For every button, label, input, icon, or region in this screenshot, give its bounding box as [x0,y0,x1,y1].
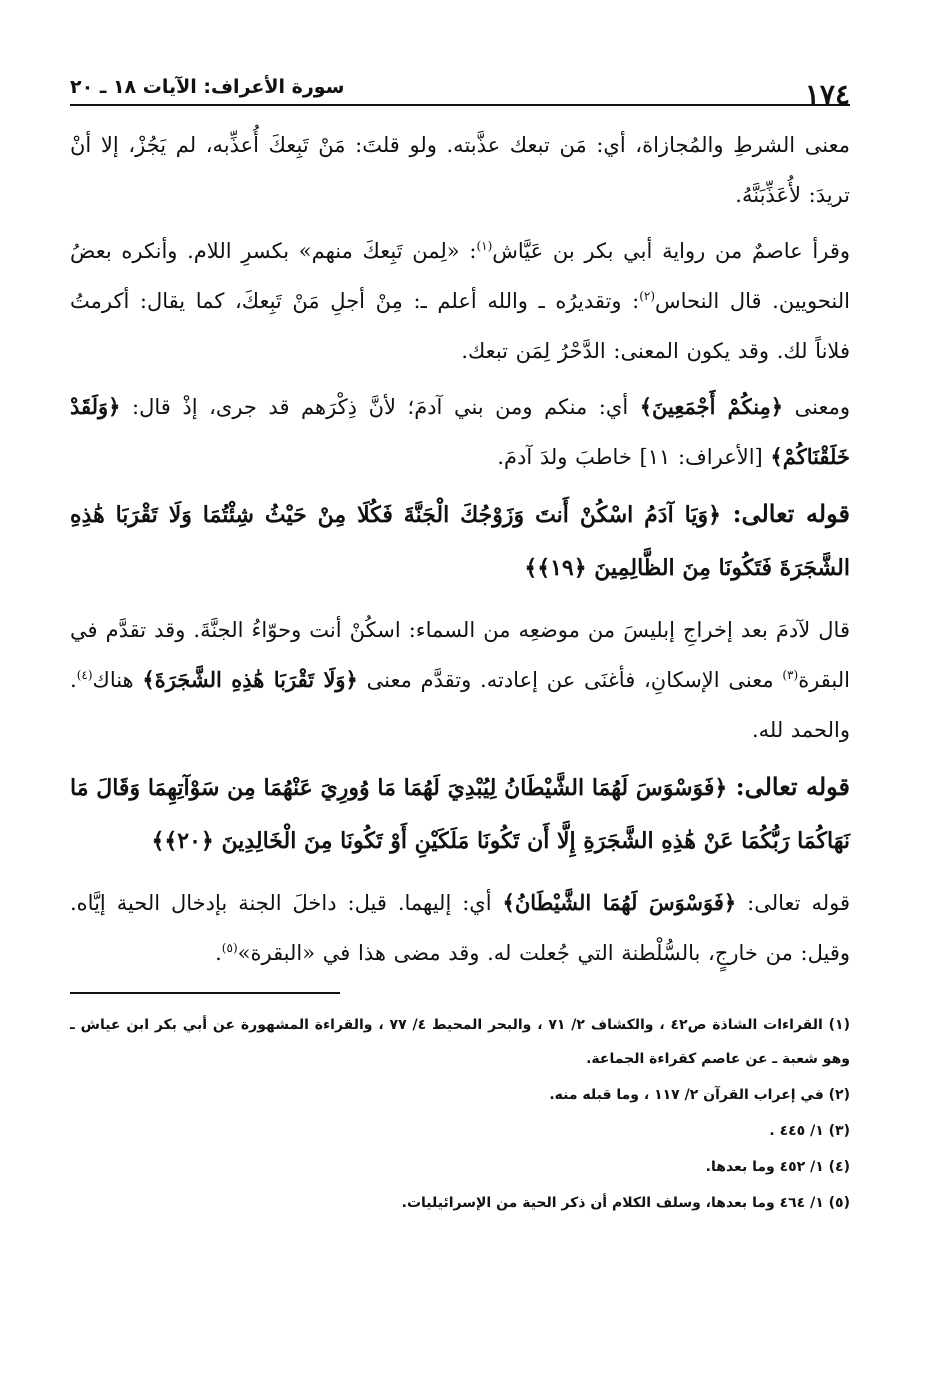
footnotes [70,1008,850,1220]
paragraph-4-text-b: معنى الإسكانِ، فأغنَى عن إعادته. وتقدَّم معنى [357,668,783,692]
running-title: سورة الأعراف: الآيات ١٨ ـ ٢٠ [70,76,345,98]
footnote-5: (٥) ١/ ٤٦٤ وما بعدها، وسلف الكلام أن ذكر الحية من الإسرائيليات. [401,1195,850,1211]
footnote-ref-4[interactable]: (٤) [76,668,93,682]
paragraph-3-text-c: [الأعراف: ١١] خاطبَ ولدَ آدمَ. [497,445,771,469]
paragraph-4 [70,605,850,755]
verse-19-text: ﴿وَيَا آدَمُ اسْكُنْ أَنتَ وَزَوْجُكَ الْجَنَّةَ فَكُلَا مِنْ حَيْثُ شِئْتُمَا وَلَا تَقْرَبَا هَٰذِهِ الشَّجَرَةَ فَتَكُونَا مِنَ الظَّالِمِينَ ﴿١٩﴾﴾ [70,502,850,581]
footnote-ref-1[interactable]: (١) [476,239,493,253]
paragraph-2-text-a: وقرأ عاصمٌ من رواية أبي بكر بن عَيَّاش [492,239,850,263]
verse-20-lead: قوله تعالى: [727,772,851,801]
footnote-ref-3[interactable]: (٣) [782,668,799,682]
paragraph-2 [70,226,850,376]
paragraph-5 [70,878,850,978]
quran-quote-walaqad: ﴿وَلَقَدْ خَلَقْنَاكُمْ﴾ [70,394,850,469]
paragraph-5-text-b: أي: إليهما. قيل: داخلَ الجنة بإدخال الحية إيَّاه. وقيل: من خارجٍ، بالسُّلْطنة التي جُعلت له. وقد مضى هذا في «البقرة» [70,891,850,965]
paragraph-2-text-b: : «لِمن تَبِعكَ منهم» بكسرِ اللام. وأنكره بعضُ النحويين. قال النحاس [70,239,850,313]
paragraph-2-text-c: : وتقديرُه ـ والله أعلم ـ: مِنْ أجلِ مَنْ تَبِعكَ، كما يقال: أكرمتُ فلاناً لك. وقد يكون المعنى: الدَّحْرُ لِمَن تبعك. [70,289,850,363]
page-header [70,66,850,111]
footnote-2: (٢) في إعراب القرآن ٢/ ١١٧ ، وما قبله منه. [549,1087,850,1103]
verse-19-lead: قوله تعالى: [720,499,850,528]
main-text [70,120,850,978]
paragraph-4-text-d: . والحمد لله. [70,668,850,742]
verse-20-text: ﴿فَوَسْوَسَ لَهُمَا الشَّيْطَانُ لِيُبْدِيَ لَهُمَا مَا وُورِيَ عَنْهُمَا مِن سَوْآتِهِمَا وَقَالَ مَا نَهَاكُمَا رَبُّكُمَا عَنْ هَٰذِهِ الشَّجَرَةِ إِلَّا أَن تَكُونَا مَلَكَيْنِ أَوْ تَكُونَا مِنَ الْخَالِدِينَ ﴿٢٠﴾﴾ [70,775,850,854]
paragraph-3-text-b: أي: منكم ومن بني آدمَ؛ لأنَّ ذِكْرَهم قد جرى، إذْ قال: [120,395,640,419]
footnote-1: (١) القراءات الشاذة ص٤٢ ، والكشاف ٢/ ٧١ ، والبحر المحيط ٤/ ٧٧ ، والقراءة المشهورة عن أبي بكر ابن عياش ـ وهو شعبة ـ عن عاصم كقراءة الجماعة. [70,1017,850,1067]
quran-quote-wala-taqraba: ﴿وَلَا تَقْرَبَا هَٰذِهِ الشَّجَرَةَ﴾ [142,667,358,692]
footnote-separator [70,992,340,994]
paragraph-4-text-a: قال لآدمَ بعد إخراجِ إبليسَ من موضعِه من السماء: اسكُنْ أنت وحوّاءُ الجنَّةَ. وقد تقدَّم في البقرة [70,618,851,692]
footnote-ref-5[interactable]: (٥) [221,941,238,955]
paragraph-5-text-a: قوله تعالى: [736,891,850,915]
verse-19-block [70,488,850,595]
paragraph-5-text-c: . [215,941,222,965]
quran-quote-minkum: ﴿مِنكُمْ أَجْمَعِينَ﴾ [639,394,784,419]
paragraph-3 [70,382,850,482]
paragraph-1-text: معنى الشرطِ والمُجازاة، أي: مَن تبعك عذَّبته. ولو قلتَ: مَنْ تَبِعكَ أُعذِّبه، لم يَجُزْ، إلا أنْ تريدَ: لأُعَذِّبَنَّهُ. [70,133,850,207]
footnote-3: (٣) ١/ ٤٤٥ . [769,1123,850,1139]
page-number: ١٧٤ [804,78,850,111]
paragraph-3-text-a: ومعنى [783,395,851,419]
book-page [70,66,850,1222]
paragraph-4-text-c: هناك [92,668,143,692]
quran-quote-fawaswasa: ﴿فَوَسْوَسَ لَهُمَا الشَّيْطَانُ﴾ [502,890,737,915]
footnote-ref-2[interactable]: (٢) [639,289,656,303]
footnote-4: (٤) ١/ ٤٥٢ وما بعدها. [705,1159,850,1175]
paragraph-1 [70,120,850,220]
verse-20-block [70,761,850,868]
